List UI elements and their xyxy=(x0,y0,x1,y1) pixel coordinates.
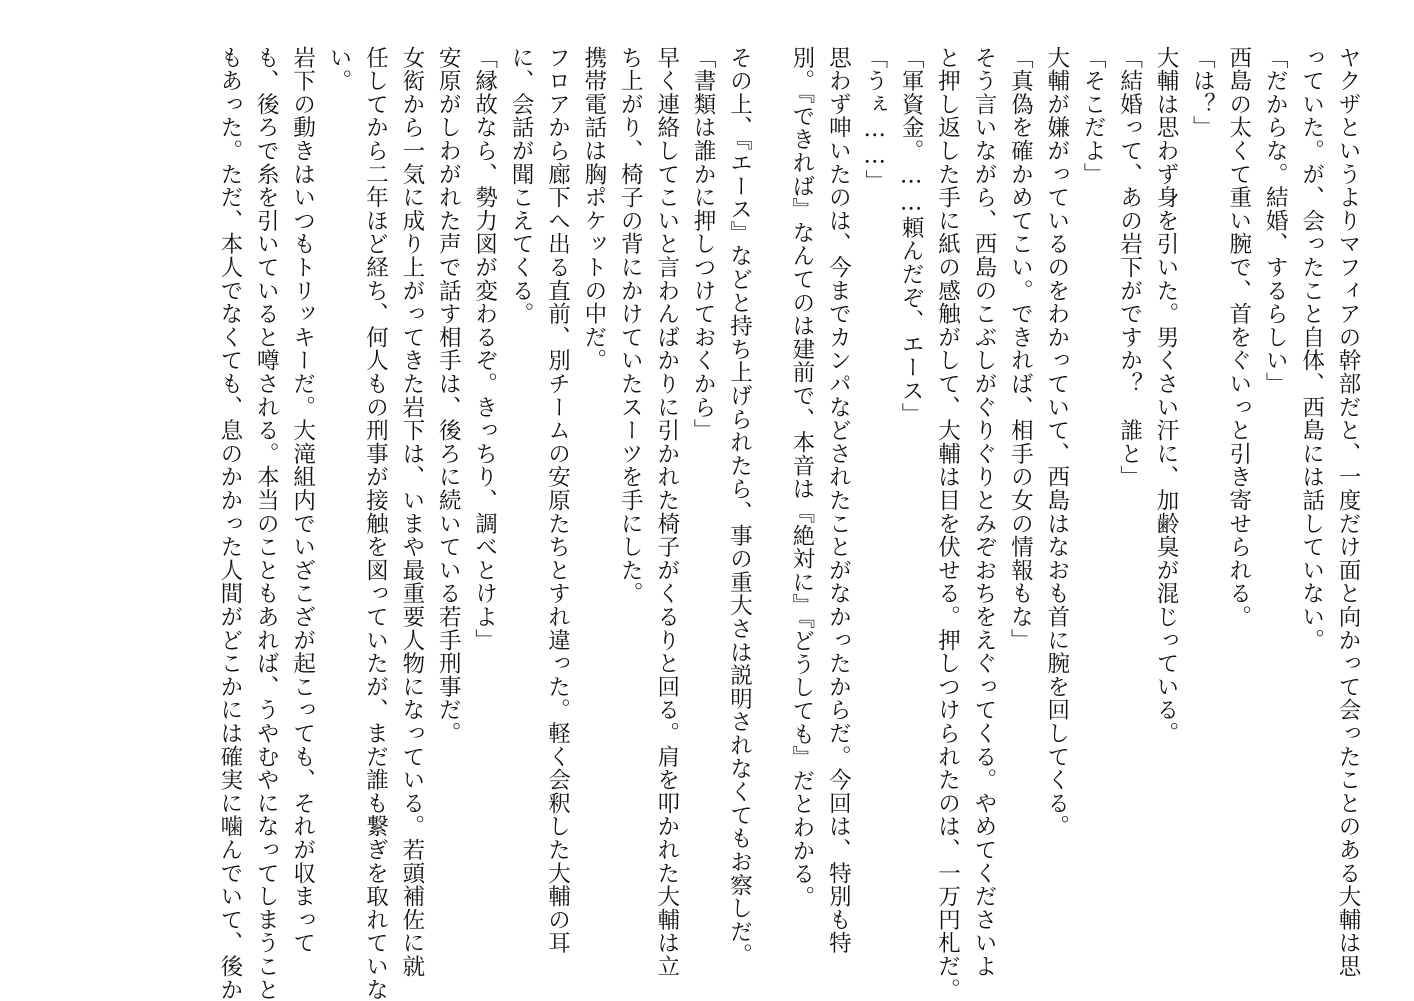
text-line: ち上がり、椅子の背にかけていたスーツを手にした。 xyxy=(617,46,644,606)
text-line: 「軍資金。……頼んだぞ、エース」 xyxy=(898,46,925,426)
text-line: 「うぇ……」 xyxy=(861,46,888,193)
text-line: そう言いながら、西島のこぶしがぐりぐりとみぞおちをえぐってくる。やめてくださいよ xyxy=(970,46,997,978)
text-line: フロアから廊下へ出る直前、別チームの安原たちとすれ違った。軽く会釈した大輔の耳 xyxy=(544,46,571,955)
vertical-text-body xyxy=(211,46,1366,1001)
text-line: 「真偽を確かめてこい。できれば、相手の女の情報もな」 xyxy=(1007,46,1034,652)
text-line: 岩下の動きはいつもトリッキーだ。大滝組内でいざこざが起こっても、それが収まって xyxy=(289,46,316,955)
text-line: も、後ろで糸を引いていると噂される。本当のこともあれば、うやむやになってしまうこと xyxy=(253,46,280,1001)
text-line: 「書類は誰かに押しつけておくから」 xyxy=(690,46,717,443)
text-line: 早く連絡してこいと言わんばかりに引かれた椅子がくるりと回る。肩を叩かれた大輔は立 xyxy=(653,46,680,978)
scene-gap xyxy=(758,46,784,958)
text-line: その上、『エース』などと持ち上げられたら、事の重大さは説明されなくてもお察しだ。 xyxy=(726,46,753,967)
text-line: 大輔は思わず身を引いた。男くさい汗に、加齢臭が混じっている。 xyxy=(1152,46,1179,745)
text-line: 安原がしわがれた声で話す相手は、後ろに続いている若手刑事だ。 xyxy=(435,46,462,745)
text-line: もあった。ただ、本人でなくても、息のかかった人間がどこかには確実に噛んでいて、後か xyxy=(216,46,243,1001)
text-line: 携帯電話は胸ポケットの中だ。 xyxy=(580,46,607,373)
text-line: 「そこだよ」 xyxy=(1080,46,1107,186)
text-line: っていた。が、会ったこと自体、西島には話していない。 xyxy=(1298,46,1325,652)
text-line: 別。『できれば』なんてのは建前で、本音は『絶対に』『どうしても』だとわかる。 xyxy=(788,46,815,909)
text-line: 大輔が嫌がっているのをわかっていて、西島はなおも首に腕を回してくる。 xyxy=(1043,46,1070,839)
text-line: 「だからな。結婚、するらしい」 xyxy=(1262,46,1289,396)
text-line: い。 xyxy=(326,46,353,93)
text-line: 「縁故なら、勢力図が変わるぞ。きっちり、調べとけよ」 xyxy=(471,46,498,652)
text-line: ヤクザというよりマフィアの幹部だと、一度だけ面と向かって会ったことのある大輔は思 xyxy=(1335,46,1361,978)
text-line: 「は？」 xyxy=(1189,46,1216,140)
text-line: 女衒から一気に成り上がってきた岩下は、いまや最重要人物になっている。若頭補佐に就 xyxy=(398,46,425,978)
text-line: に、会話が聞こえてくる。 xyxy=(508,46,535,326)
text-line: 思わず呻いたのは、今までカンパなどされたことがなかったからだ。今回は、特別も特 xyxy=(825,46,852,955)
text-line: 「結婚って、あの岩下がですか？ 誰と」 xyxy=(1116,46,1143,489)
text-line: 任してから二年ほど経ち、何人もの刑事が接触を図っていたが、まだ誰も繋ぎを取れていな xyxy=(362,46,389,1001)
text-line: 西島の太くて重い腕で、首をぐいっと引き寄せられる。 xyxy=(1225,46,1252,629)
text-line: と押し返した手に紙の感触がして、大輔は目を伏せる。押しつけられたのは、一万円札だ。 xyxy=(934,46,961,1001)
